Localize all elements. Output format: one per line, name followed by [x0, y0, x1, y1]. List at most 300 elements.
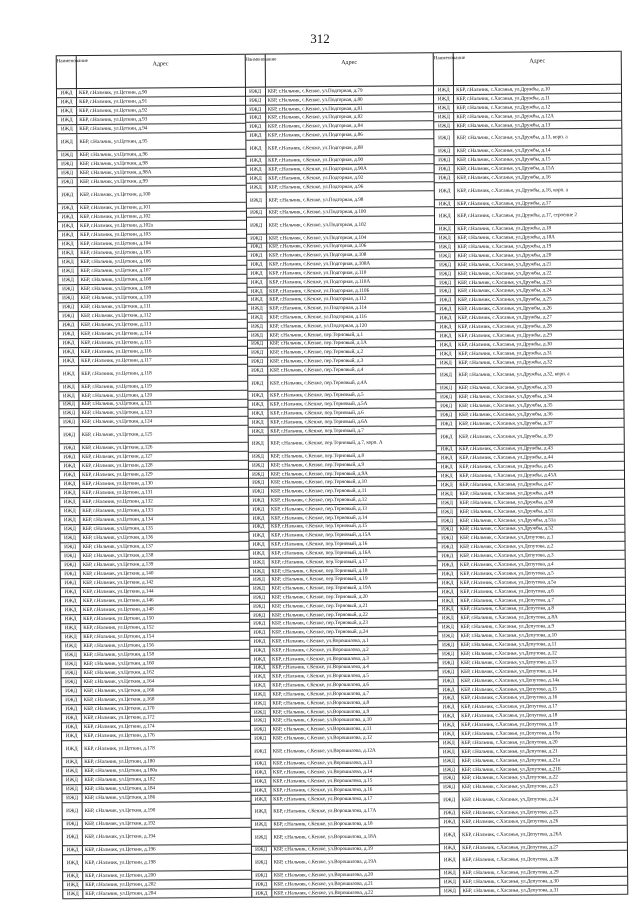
object-type-cell: ИЖД: [247, 331, 267, 339]
object-type-cell: ИЖД: [62, 714, 82, 722]
table-row: [63, 828, 251, 846]
address-cell: КБР, г.Нальчик, с.Кенже, ул.Подгорная, д.92: [268, 174, 364, 182]
address-cell: КБР, г.Нальчик, с.Хасанья, ул.Дружбы, д.36: [458, 411, 553, 418]
object-type-cell: ИЖД: [437, 429, 457, 445]
object-type-cell: ИЖД: [439, 739, 459, 747]
object-type-cell: ИЖД: [60, 498, 80, 506]
address-cell: КБР, г.Нальчик, с.Хасанья, ул.Депутова, д.3: [459, 552, 554, 560]
object-type-cell: ИЖД: [246, 132, 266, 140]
address-cell: КБР, г.Нальчик, с.Кенже, пер.Терновый, д.20: [271, 593, 368, 601]
object-type-cell: ИЖД: [247, 234, 267, 242]
table-row: [63, 802, 251, 820]
address-cell: КБР, г.Нальчик, с.Хасанья, ул.Дружбы, д.24: [457, 287, 552, 295]
address-cell: КБР, г.Нальчик, ул.Цеткин, д.119: [81, 383, 152, 390]
object-type-cell: ИЖД: [59, 392, 79, 400]
address-cell: КБР, г.Нальчик, с.Кенже, ул.Подгорная, д.112: [269, 296, 367, 303]
object-type-cell: ИЖД: [440, 844, 460, 852]
object-type-cell: ИЖД: [440, 869, 460, 877]
object-type-cell: ИЖД: [252, 880, 272, 888]
object-type-cell: ИЖД: [246, 157, 266, 165]
address-cell: КБР, г.Нальчик, с.Хасанья, ул.Дружбы, д.51а: [459, 516, 556, 524]
object-type-cell: ИЖД: [249, 470, 269, 478]
object-type-cell: ИЖД: [247, 209, 267, 217]
object-type-cell: ИЖД: [249, 523, 269, 531]
address-cell: КБР, г.Нальчик, с.Кенже, ул.Ворошилова, д.15: [272, 777, 373, 785]
object-type-cell: ИЖД: [62, 678, 82, 686]
address-cell: КБР, г.Нальчик, ул.Цеткин, д.144: [82, 588, 154, 596]
header-name-cell: Наименование: [245, 55, 265, 87]
address-cell: КБР, г.Нальчик, с.Кенже, ул.Подгорная, д.102: [268, 221, 367, 229]
object-type-cell: ИЖД: [438, 623, 458, 631]
object-type-cell: ИЖД: [59, 366, 79, 382]
address-cell: КБР, г.Нальчик, с.Хасанья, ул.Дружбы, д.15: [456, 156, 551, 164]
address-cell: КБР, г.Нальчик, ул.Цеткин, д.198: [85, 859, 156, 866]
object-type-cell: ИЖД: [439, 695, 459, 703]
address-cell: КБР, г.Нальчик, с.Кенже, ул.Ворошилова, д.2: [271, 646, 369, 654]
address-cell: КБР, г.Нальчик, ул.Цеткин, д.178: [84, 745, 155, 752]
object-type-cell: ИЖД: [58, 258, 78, 266]
object-type-cell: ИЖД: [435, 200, 455, 208]
object-type-cell: ИЖД: [63, 829, 83, 845]
object-type-cell: ИЖД: [58, 187, 78, 203]
table-row: [60, 426, 248, 444]
table-row: [251, 803, 439, 821]
object-type-cell: ИЖД: [60, 480, 80, 488]
address-cell: КБР, г.Нальчик, ул.Цеткин, д.126: [81, 444, 153, 452]
object-type-cell: ИЖД: [248, 410, 268, 418]
address-cell: КБР, г.Нальчик, с.Хасанья, ул.Депутова, д.21а: [461, 756, 560, 764]
table-row: [440, 886, 627, 896]
address-cell: КБР, г.Нальчик, с.Хасанья, ул.Дружбы, д.25: [457, 296, 552, 304]
object-type-cell: ИЖД: [438, 597, 458, 605]
address-cell: КБР, г.Нальчик, с.Кенже, пер.Терновый, д.10: [270, 479, 367, 486]
object-type-cell: ИЖД: [248, 401, 268, 409]
address-cell: КБР, г.Нальчик, с.Хасанья, ул.Депутова, д.26: [461, 818, 559, 825]
address-cell: КБР, г.Нальчик, с.Кенже, пер.Терновый, д.1: [269, 331, 364, 339]
object-type-cell: ИЖД: [248, 436, 268, 452]
address-cell: КБР, г.Нальчик, с.Кенже, ул.Подгорная, д.110: [268, 269, 367, 277]
address-cell: КБР, г.Нальчик, с.Хасанья, ул.Дружбы, д.30: [458, 341, 552, 348]
address-cell: КБР, г.Нальчик, с.Кенже, ул.Подгорная, д.84: [267, 122, 363, 130]
address-cell: КБР, г.Нальчик, ул.Цеткин, д.100: [79, 191, 151, 198]
address-cell: КБР, г.Нальчик, с.Кенже, ул.Подгорная, д.116: [269, 313, 367, 321]
object-type-cell: ИЖД: [250, 717, 270, 725]
address-cell: КБР, г.Нальчик, с.Хасанья, ул.Депутова, д.10: [460, 632, 557, 640]
address-cell: КБР, г.Нальчик, с.Хасанья, ул.Дружбы, д.29: [458, 332, 552, 339]
address-cell: КБР, г.Нальчик, с.Кенже, ул.Подгорная, д.110А: [269, 278, 371, 286]
object-type-cell: ИЖД: [436, 350, 456, 358]
object-type-cell: ИЖД: [250, 655, 270, 663]
address-cell: КБР, г.Нальчик, с.Кенже, ул.Ворошилова, д.19А: [273, 858, 377, 866]
address-cell: КБР, г.Нальчик, с.Хасанья, ул.Дружбы, д.27: [457, 314, 552, 322]
address-cell: КБР, г.Нальчик, с.Хасанья, ул.Дружбы, д.32: [458, 358, 553, 366]
object-type-cell: ИЖД: [248, 349, 268, 357]
address-cell: КБР, г.Нальчик, ул.Цеткин, д.129: [81, 471, 153, 479]
object-type-cell: ИЖД: [246, 96, 266, 104]
object-type-cell: ИЖД: [439, 668, 459, 676]
address-cell: КБР, г.Нальчик, с.Хасанья, ул.Депутова, д.4: [459, 561, 554, 569]
object-type-cell: ИЖД: [250, 594, 270, 602]
address-cell: КБР, г.Нальчик, с.Кенже, ул.Ворошилова, д.4: [272, 664, 369, 672]
object-type-cell: ИЖД: [59, 294, 79, 302]
object-type-cell: ИЖД: [438, 552, 458, 560]
address-cell: КБР, г.Нальчик, с.Хасанья, ул.Депутова, д.23: [461, 783, 558, 791]
object-type-cell: ИЖД: [439, 748, 459, 756]
address-cell: КБР, г.Нальчик, с.Кенже, пер.Терновый, д.22: [271, 611, 368, 619]
object-type-cell: ИЖД: [249, 497, 269, 505]
object-type-cell: ИЖД: [62, 696, 82, 704]
object-type-cell: ИЖД: [247, 243, 267, 251]
address-cell: КБР, г.Нальчик, с.Кенже, ул.Ворошилова, д.21: [273, 880, 374, 888]
object-type-cell: ИЖД: [60, 419, 80, 427]
object-type-cell: ИЖД: [251, 804, 271, 820]
address-cell: КБР, г.Нальчик, ул.Цеткин, д.176: [84, 732, 155, 739]
object-type-cell: ИЖД: [59, 348, 79, 356]
address-cell: КБР, г.Нальчик, с.Хасанья, ул.Депутова, д.21: [461, 748, 558, 755]
address-cell: КБР, г.Нальчик, ул.Цеткин, д.200: [85, 872, 156, 879]
object-type-cell: ИЖД: [251, 830, 271, 846]
address-cell: КБР, г.Нальчик, с.Кенже, ул.Подгорная, д.86: [267, 131, 363, 139]
object-type-cell: ИЖД: [440, 792, 460, 808]
object-type-cell: ИЖД: [436, 323, 456, 331]
address-cell: КБР, г.Нальчик, с.Кенже, ул.Подгорная, д.79: [267, 87, 363, 95]
address-cell: КБР, г.Нальчик, с.Кенже, ул.Подгорная, д.100: [268, 209, 367, 216]
address-cell: КБР, г.Нальчик, с.Хасанья, ул.Депутова, д.8: [460, 605, 554, 613]
address-cell: КБР, г.Нальчик, с.Хасанья, ул.Дружбы, д.15А: [456, 165, 555, 173]
address-cell: КБР, г.Нальчик, с.Хасанья, ул.Дружбы, д.45: [459, 463, 553, 471]
object-type-cell: ИЖД: [437, 411, 457, 419]
address-cell: КБР, г.Нальчик, с.Кенже, пер.Терновый, д.13: [270, 505, 367, 513]
address-cell: КБР, г.Нальчик, ул.Цеткин, д.180: [84, 758, 155, 765]
table-row: [248, 435, 436, 453]
object-type-cell: ИЖД: [436, 288, 456, 296]
address-cell: КБР, г.Нальчик, ул.Цеткин, д.125: [81, 431, 153, 439]
address-cell: КБР, г.Нальчик, ул.Цеткин, д.127: [81, 453, 153, 461]
object-type-cell: ИЖД: [61, 570, 81, 578]
address-cell: КБР, г.Нальчик, ул.Цеткин, д.107: [80, 267, 152, 274]
address-cell: КБР, г.Нальчик, с.Хасанья, ул.Депутова, д.6: [460, 588, 554, 595]
address-cell: КБР, г.Нальчик, с.Кенже, ул.Подгорная, д.110Б: [269, 287, 370, 295]
address-cell: КБР, г.Нальчик, с.Кенже, ул.Ворошилова, д.14: [272, 768, 373, 776]
object-type-cell: ИЖД: [250, 708, 270, 716]
address-cell: КБР, г.Нальчик, ул.Цеткин, д.123: [81, 409, 153, 417]
address-cell: КБР, г.Нальчик, ул.Цеткин, д.196: [84, 846, 156, 853]
address-cell: КБР, г.Нальчик, с.Кенже, пер.Терновый, д.11: [270, 488, 367, 495]
object-type-cell: ИЖД: [63, 820, 83, 828]
object-type-cell: ИЖД: [437, 508, 457, 516]
address-cell: КБР, г.Нальчик, с.Кенже, ул.Ворошилова, д.8: [272, 699, 370, 707]
address-cell: КБР, г.Нальчик, с.Кенже, ул.Ворошилова, д.13: [272, 760, 373, 767]
object-type-cell: ИЖД: [61, 552, 81, 560]
object-type-cell: ИЖД: [58, 276, 78, 284]
address-cell: КБР, г.Нальчик, ул.Цеткин, д.142: [82, 579, 154, 587]
object-type-cell: ИЖД: [435, 243, 455, 251]
object-type-cell: ИЖД: [61, 642, 81, 650]
address-cell: КБР, г.Нальчик, с.Кенже, ул.Подгорная, д.106: [268, 243, 367, 251]
object-type-cell: ИЖД: [248, 418, 268, 426]
object-type-cell: ИЖД: [436, 384, 456, 392]
address-cell: КБР, г.Нальчик, с.Кенже, ул.Ворошилова, д.17: [273, 795, 373, 803]
object-type-cell: ИЖД: [62, 758, 82, 766]
object-type-cell: ИЖД: [440, 775, 460, 783]
object-type-cell: ИЖД: [58, 222, 78, 230]
address-cell: КБР, г.Нальчик, ул.Цеткин, д.136: [82, 534, 154, 542]
object-type-cell: ИЖД: [436, 368, 456, 384]
address-cell: КБР, г.Нальчик, с.Хасанья, ул.Дружбы, д.14: [456, 147, 551, 155]
object-type-cell: ИЖД: [440, 853, 460, 869]
object-type-cell: ИЖД: [61, 579, 81, 587]
object-type-cell: ИЖД: [252, 855, 272, 871]
object-type-cell: ИЖД: [439, 659, 459, 667]
address-cell: КБР, г.Нальчик, с.Кенже, ул.Ворошилова, д.11: [272, 725, 372, 733]
address-cell: КБР, г.Нальчик, с.Кенже, пер.Терновый, д.5: [269, 392, 364, 399]
address-cell: КБР, г.Нальчик, с.Хасанья, ул.Депутова, д.30: [462, 878, 559, 886]
object-type-cell: ИЖД: [60, 444, 80, 452]
address-cell: КБР, г.Нальчик, с.Кенже, пер.Терновый, д.15А: [271, 532, 371, 539]
object-type-cell: ИЖД: [250, 673, 270, 681]
object-type-cell: ИЖД: [435, 147, 455, 155]
address-cell: КБР, г.Нальчик, ул.Цеткин, д.160: [83, 660, 155, 668]
address-cell: КБР, г.Нальчик, с.Кенже, ул.Подгорная, д.120: [269, 322, 367, 330]
address-cell: КБР, г.Нальчик, ул.Цеткин, д.106: [80, 258, 151, 265]
address-cell: КБР, г.Нальчик, ул.Цеткин, д.95: [79, 138, 148, 145]
address-cell: КБР, г.Нальчик, ул.Цеткин, д.98: [79, 160, 148, 167]
address-cell: КБР, г.Нальчик, с.Кенже, ул.Ворошилова, д.18: [273, 820, 373, 828]
object-type-cell: ИЖД: [435, 174, 455, 182]
address-cell: КБР, г.Нальчик, с.Хасанья, ул.Дружбы, д.18А: [457, 234, 555, 242]
address-cell: КБР, г.Нальчик, с.Кенже, пер.Терновый, д.6: [270, 409, 364, 417]
address-cell: КБР, г.Нальчик, с.Хасанья, ул.Дружбы, д.52: [459, 525, 554, 533]
object-type-cell: ИЖД: [247, 270, 267, 278]
address-cell: КБР, г.Нальчик, с.Хасанья, ул.Дружбы, д.20: [457, 252, 552, 259]
object-type-cell: ИЖД: [61, 651, 81, 659]
object-type-cell: ИЖД: [437, 402, 457, 410]
address-cell: КБР, г.Нальчик, с.Хасанья, ул.Дружбы, д.32, корп. а: [458, 371, 570, 379]
address-cell: КБР, г.Нальчик, с.Хасанья, ул.Дружбы, д.16, корп. а: [456, 186, 569, 194]
address-cell: КБР, г.Нальчик, с.Хасанья, ул.Депутова, д.16: [460, 694, 558, 702]
object-type-cell: ИЖД: [61, 615, 81, 623]
object-type-cell: ИЖД: [438, 535, 458, 543]
object-type-cell: ИЖД: [63, 855, 83, 871]
object-type-cell: ИЖД: [435, 234, 455, 242]
address-cell: КБР, г.Нальчик, с.Кенже, ул.Подгорная, д.82: [267, 114, 363, 121]
address-cell: КБР, г.Нальчик, с.Кенже, ул.Ворошилова, д.16: [273, 786, 373, 794]
object-type-cell: ИЖД: [247, 261, 267, 269]
address-cell: КБР, г.Нальчик, с.Кенже, ул.Ворошилова, д.5: [272, 673, 369, 680]
address-cell: КБР, г.Нальчик, с.Хасанья, ул.Депутова, д.5а: [460, 579, 556, 586]
address-cell: КБР, г.Нальчик, с.Хасанья, ул.Дружбы, д.18: [457, 225, 552, 233]
object-type-cell: ИЖД: [439, 721, 459, 729]
address-cell: КБР, г.Нальчик, ул.Цеткин, д.91: [79, 98, 148, 106]
object-type-cell: ИЖД: [439, 703, 459, 711]
object-type-cell: ИЖД: [439, 757, 459, 765]
object-type-cell: ИЖД: [58, 240, 78, 248]
object-type-cell: ИЖД: [247, 252, 267, 260]
address-cell: КБР, г.Нальчик, с.Кенже, ул.Подгорная, д.90А: [268, 165, 367, 173]
object-type-cell: ИЖД: [59, 321, 79, 329]
address-cell: КБР, г.Нальчик, с.Хасанья, ул.Дружбы, д.45А: [459, 472, 557, 480]
address-cell: КБР, г.Нальчик, ул.Цеткин, д.131: [82, 489, 153, 497]
object-type-cell: ИЖД: [250, 629, 270, 637]
object-type-cell: ИЖД: [63, 872, 83, 880]
object-type-cell: ИЖД: [436, 314, 456, 322]
object-type-cell: ИЖД: [58, 178, 78, 186]
object-type-cell: ИЖД: [62, 767, 82, 775]
address-cell: КБР, г.Нальчик, с.Хасанья, ул.Дружбы, д.35: [458, 402, 553, 410]
address-cell: КБР, г.Нальчик, с.Хасанья, ул.Депутова, д.28: [462, 856, 559, 864]
address-cell: КБР, г.Нальчик, ул.Цеткин, д.194: [84, 833, 156, 840]
address-cell: КБР, г.Нальчик, с.Кенже, пер.Терновый, д.9: [270, 461, 365, 469]
header-name-cell: Наименование: [434, 53, 454, 85]
object-type-cell: ИЖД: [436, 296, 456, 304]
object-type-cell: ИЖД: [248, 375, 268, 391]
object-type-cell: ИЖД: [61, 543, 81, 551]
address-cell: КБР, г.Нальчик, с.Хасанья, ул.Дружбы, д.13: [456, 121, 551, 129]
object-type-cell: ИЖД: [61, 561, 81, 569]
object-type-cell: ИЖД: [58, 213, 78, 221]
address-cell: КБР, г.Нальчик, ул.Цеткин, д.156: [83, 642, 154, 650]
object-type-cell: ИЖД: [437, 446, 457, 454]
table-row: [248, 374, 436, 392]
object-type-cell: ИЖД: [434, 95, 454, 103]
object-type-cell: ИЖД: [435, 209, 455, 225]
object-type-cell: ИЖД: [249, 576, 269, 584]
object-type-cell: ИЖД: [62, 741, 82, 757]
object-type-cell: ИЖД: [434, 86, 454, 94]
address-cell: КБР, г.Нальчик, с.Хасанья, ул.Дружбы, д.31: [458, 350, 553, 357]
object-type-cell: ИЖД: [250, 646, 270, 654]
address-cell: КБР, г.Нальчик, с.Хасанья, ул.Дружбы, д.22: [457, 269, 552, 277]
object-type-cell: ИЖД: [246, 88, 266, 96]
address-cell: КБР, г.Нальчик, с.Кенже, ул.Ворошилова, д.20: [273, 871, 374, 879]
object-type-cell: ИЖД: [62, 669, 82, 677]
address-cell: КБР, г.Нальчик, с.Кенже, ул.Ворошилова, д.19: [273, 846, 373, 854]
address-cell: КБР, г.Нальчик, с.Хасанья, ул.Депутова, д.11: [460, 641, 557, 649]
object-type-cell: ИЖД: [439, 677, 459, 685]
address-cell: КБР, г.Нальчик, с.Хасанья, ул.Дружбы, д.17: [457, 199, 551, 207]
address-cell: КБР, г.Нальчик, с.Кенже, пер.Терновый, д.17: [271, 558, 368, 566]
object-type-cell: ИЖД: [437, 490, 457, 498]
address-cell: КБР, г.Нальчик, ул.Цеткин, д.154: [83, 633, 154, 641]
address-cell: КБР, г.Нальчик, ул.Цеткин, д.96: [79, 151, 148, 158]
table-header: [57, 54, 245, 89]
address-cell: КБР, г.Нальчик, ул.Цеткин, д.140: [82, 570, 154, 578]
object-type-cell: ИЖД: [438, 615, 458, 623]
object-type-cell: ИЖД: [60, 489, 80, 497]
address-cell: КБР, г.Нальчик, с.Кенже, ул.Ворошилова, д.6: [272, 681, 369, 689]
address-cell: КБР, г.Нальчик, ул.Цеткин, д.190: [84, 807, 156, 814]
object-type-cell: ИЖД: [438, 517, 458, 525]
object-type-cell: ИЖД: [435, 225, 455, 233]
object-type-cell: ИЖД: [60, 453, 80, 461]
object-type-cell: ИЖД: [59, 410, 79, 418]
object-type-cell: ИЖД: [438, 641, 458, 649]
address-cell: КБР, г.Нальчик, с.Хасанья, ул.Депутова, д.25: [461, 809, 559, 817]
object-type-cell: ИЖД: [250, 638, 270, 646]
address-cell: КБР, г.Нальчик, с.Хасанья, ул.Депутова, д.17: [460, 703, 558, 711]
object-type-cell: ИЖД: [248, 453, 268, 461]
address-cell: КБР, г.Нальчик, ул.Цеткин, д.170: [83, 705, 155, 713]
address-cell: КБР, г.Нальчик, с.Хасанья, ул.Дружбы, д.13, корп. а: [456, 134, 568, 142]
object-type-cell: ИЖД: [435, 165, 455, 173]
address-cell: КБР, г.Нальчик, с.Хасанья, ул.Депутова, д.29: [462, 869, 559, 877]
header-address-cell: Адрес: [529, 58, 546, 65]
address-cell: КБР, г.Нальчик, с.Хасанья, ул.Депутова, д.19: [461, 721, 558, 729]
address-cell: КБР, г.Нальчик, с.Кенже, пер.Терновый, д.18: [271, 567, 368, 575]
table-row: [436, 366, 623, 384]
address-cell: КБР, г.Нальчик, с.Хасанья, ул.Дружбы, д.21: [457, 261, 552, 268]
address-cell: КБР, г.Нальчик, с.Хасанья, ул.Дружбы, д.11: [456, 95, 550, 102]
object-type-cell: ИЖД: [250, 664, 270, 672]
object-type-cell: ИЖД: [246, 192, 266, 208]
address-cell: КБР, г.Нальчик, с.Хасанья, ул.Депутова, д.31: [462, 887, 559, 895]
address-cell: КБР, г.Нальчик, с.Кенже, ул.Ворошилова, д.12А: [272, 747, 376, 755]
table-row: [435, 182, 622, 200]
object-type-cell: ИЖД: [61, 606, 81, 614]
table-row: [251, 742, 439, 760]
address-cell: КБР, г.Нальчик, ул.Цеткин, д.105: [80, 249, 151, 256]
page-number: 312: [310, 31, 330, 46]
object-type-cell: ИЖД: [439, 730, 459, 738]
address-cell: КБР, г.Нальчик, ул.Цеткин, д.118: [81, 370, 152, 377]
object-type-cell: ИЖД: [60, 516, 80, 524]
address-cell: КБР, г.Нальчик, с.Хасанья, ул.Депутова, д.2: [459, 543, 554, 551]
object-type-cell: ИЖД: [438, 526, 458, 534]
object-type-cell: ИЖД: [57, 89, 77, 97]
address-cell: КБР, г.Нальчик, с.Хасанья, ул.Депутова, д.19а: [461, 730, 560, 738]
object-type-cell: ИЖД: [437, 463, 457, 471]
object-type-cell: ИЖД: [437, 499, 457, 507]
address-cell: КБР, г.Нальчик, с.Кенже, пер.Терновый, д.16А: [271, 549, 372, 557]
address-cell: КБР, г.Нальчик, ул.Цеткин, д.168: [83, 696, 155, 704]
address-cell: КБР, г.Нальчик, с.Хасанья, ул.Депутова, д.27: [462, 843, 559, 851]
table-row: [440, 791, 627, 809]
object-type-cell: ИЖД: [250, 620, 270, 628]
object-type-cell: ИЖД: [252, 846, 272, 854]
object-type-cell: ИЖД: [252, 872, 272, 880]
address-cell: КБР, г.Нальчик, с.Кенже, ул.Подгорная, д.104: [268, 234, 367, 242]
address-cell: КБР, г.Нальчик, ул.Цеткин, д.120: [81, 391, 152, 399]
object-type-cell: ИЖД: [250, 691, 270, 699]
object-type-cell: ИЖД: [251, 821, 271, 829]
table-row: [435, 207, 622, 225]
address-cell: КБР, г.Нальчик, с.Хасанья, ул.Дружбы, д.47: [459, 481, 554, 489]
address-cell: КБР, г.Нальчик, ул.Цеткин, д.128: [81, 462, 153, 470]
address-cell: КБР, г.Нальчик, с.Кенже, ул.Ворошилова, д.1: [271, 637, 369, 645]
address-cell: КБР, г.Нальчик, с.Хасанья, ул.Депутова, д.26А: [461, 830, 562, 838]
object-type-cell: ИЖД: [60, 462, 80, 470]
object-type-cell: ИЖД: [436, 261, 456, 269]
object-type-cell: ИЖД: [246, 184, 266, 192]
address-cell: КБР, г.Нальчик, с.Кенже, ул.Ворошилова, д.10: [272, 717, 372, 724]
address-cell: КБР, г.Нальчик, ул.Цеткин, д.90: [78, 89, 148, 97]
object-type-cell: ИЖД: [59, 303, 79, 311]
address-cell: КБР, г.Нальчик, с.Хасанья, ул.Дружбы, д.10: [456, 86, 550, 94]
object-type-cell: ИЖД: [249, 479, 269, 487]
object-type-cell: ИЖД: [251, 735, 271, 743]
object-type-cell: ИЖД: [60, 471, 80, 479]
address-cell: КБР, г.Нальчик, с.Кенже, ул.Подгорная, д.96: [268, 183, 364, 191]
address-cell: КБР, г.Нальчик, с.Хасанья, ул.Дружбы, д.28: [458, 323, 552, 331]
address-cell: КБР, г.Нальчик, ул.Цеткин, д.117: [81, 357, 152, 364]
object-type-cell: ИЖД: [436, 341, 456, 349]
table-row: [251, 828, 439, 846]
address-cell: КБР, г.Нальчик, ул.Цеткин, д.116: [80, 348, 152, 355]
object-type-cell: ИЖД: [58, 160, 78, 168]
address-cell: КБР, г.Нальчик, с.Кенже, пер.Терновый, д.14: [270, 514, 368, 522]
address-cell: КБР, г.Нальчик, с.Хасанья, ул.Дружбы, д.44: [459, 454, 553, 462]
object-type-cell: ИЖД: [246, 140, 266, 156]
